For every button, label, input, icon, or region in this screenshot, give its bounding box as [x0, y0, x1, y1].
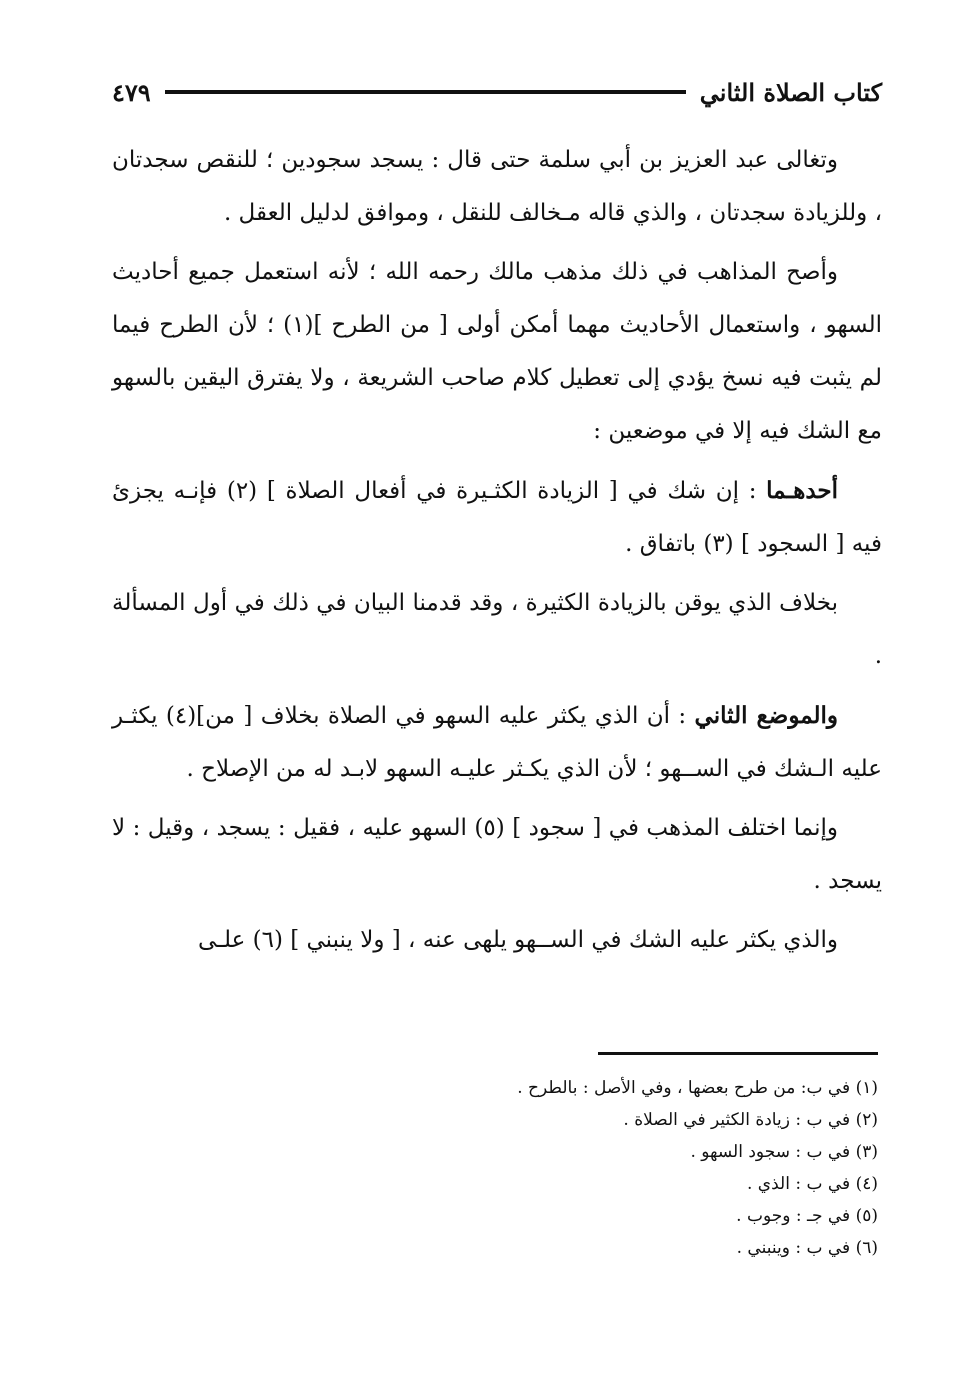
footnote-2: (٢) في ب : زيادة الكثير في الصلاة . — [623, 1110, 878, 1130]
footnote-5: (٥) في جـ : وجوب . — [736, 1206, 878, 1226]
paragraph-lead: والموضع الثاني — [694, 702, 839, 729]
paragraph-text: وتغالى عبد العزيز بن أبي سلمة حتى قال : يسجد سجودين ؛ للنقص سجدتان ، وللزيادة سجدتان ، والذي قاله مـخالف للنقل ، وموافق لدليل العقل . — [112, 147, 882, 226]
page-header — [112, 72, 882, 112]
paragraph-6 — [112, 802, 882, 908]
main-text — [112, 134, 882, 973]
paragraph-text: بخلاف الذي يوقن بالزيادة الكثيرة ، وقد قدمنا البيان في ذلك في أول المسألة . — [112, 590, 882, 669]
paragraph-7 — [112, 914, 882, 967]
header-rule — [165, 90, 686, 94]
running-title: كتاب الصلاة الثاني — [699, 77, 882, 107]
footnote-1: (١) في ب: من طرح بعضها ، وفي الأصل : بالطرح . — [517, 1078, 878, 1098]
paragraph-text: والذي يكثر عليه الشك في الســهو يلهى عنه ، [ ولا ينبني ] (٦) علـى — [198, 927, 838, 953]
paragraph-5 — [112, 689, 882, 796]
paragraph-1 — [112, 134, 882, 240]
paragraph-text: : أن الذي يكثر عليه السهو في الصلاة بخلاف [ من](٤) يكثـر عليه الـشك في الســهو ؛ لأن الذي يكـثر عليـه السهو لابـد له من الإصلاح . — [112, 703, 882, 782]
footnotes — [300, 1072, 878, 1264]
paragraph-lead: أحدهـما — [766, 477, 839, 504]
footnote-3: (٣) في ب : سجود السهو . — [690, 1142, 878, 1162]
paragraph-2 — [112, 246, 882, 458]
paragraph-text: وإنما اختلف المذهب في [ سجود ] (٥) السهو عليه ، فقيل : يسجد ، وقيل : لا يسجد . — [112, 815, 882, 894]
paragraph-3 — [112, 464, 882, 571]
footnote-separator — [598, 1052, 878, 1055]
page-number: ٤٧٩ — [112, 77, 151, 107]
paragraph-text: وأصح المذاهب في ذلك مذهب مالك رحمه الله ؛ لأنه استعمل جميع أحاديث السهو ، واستعمال الأحاديث مهما أمكن أولى [ من الطرح ](١) ؛ لأن الطرح فيما لم يثبت فيه نسخ يؤدي إلى تعطيل كلام صاحب الشريعة ، ولا يفترق اليقين بالسهو مع الشك فيه إلا في موضعين : — [112, 259, 882, 444]
paragraph-4 — [112, 577, 882, 683]
footnote-6: (٦) في ب : وينبني . — [736, 1238, 878, 1258]
paragraph-text: : إن شك في [ الزيادة الكثـيرة في أفعال الصلاة ] (٢) فإنـه يجزئ فيه [ السجود ] (٣) باتفاق . — [112, 478, 882, 557]
footnote-4: (٤) في ب : الذي . — [747, 1174, 878, 1194]
